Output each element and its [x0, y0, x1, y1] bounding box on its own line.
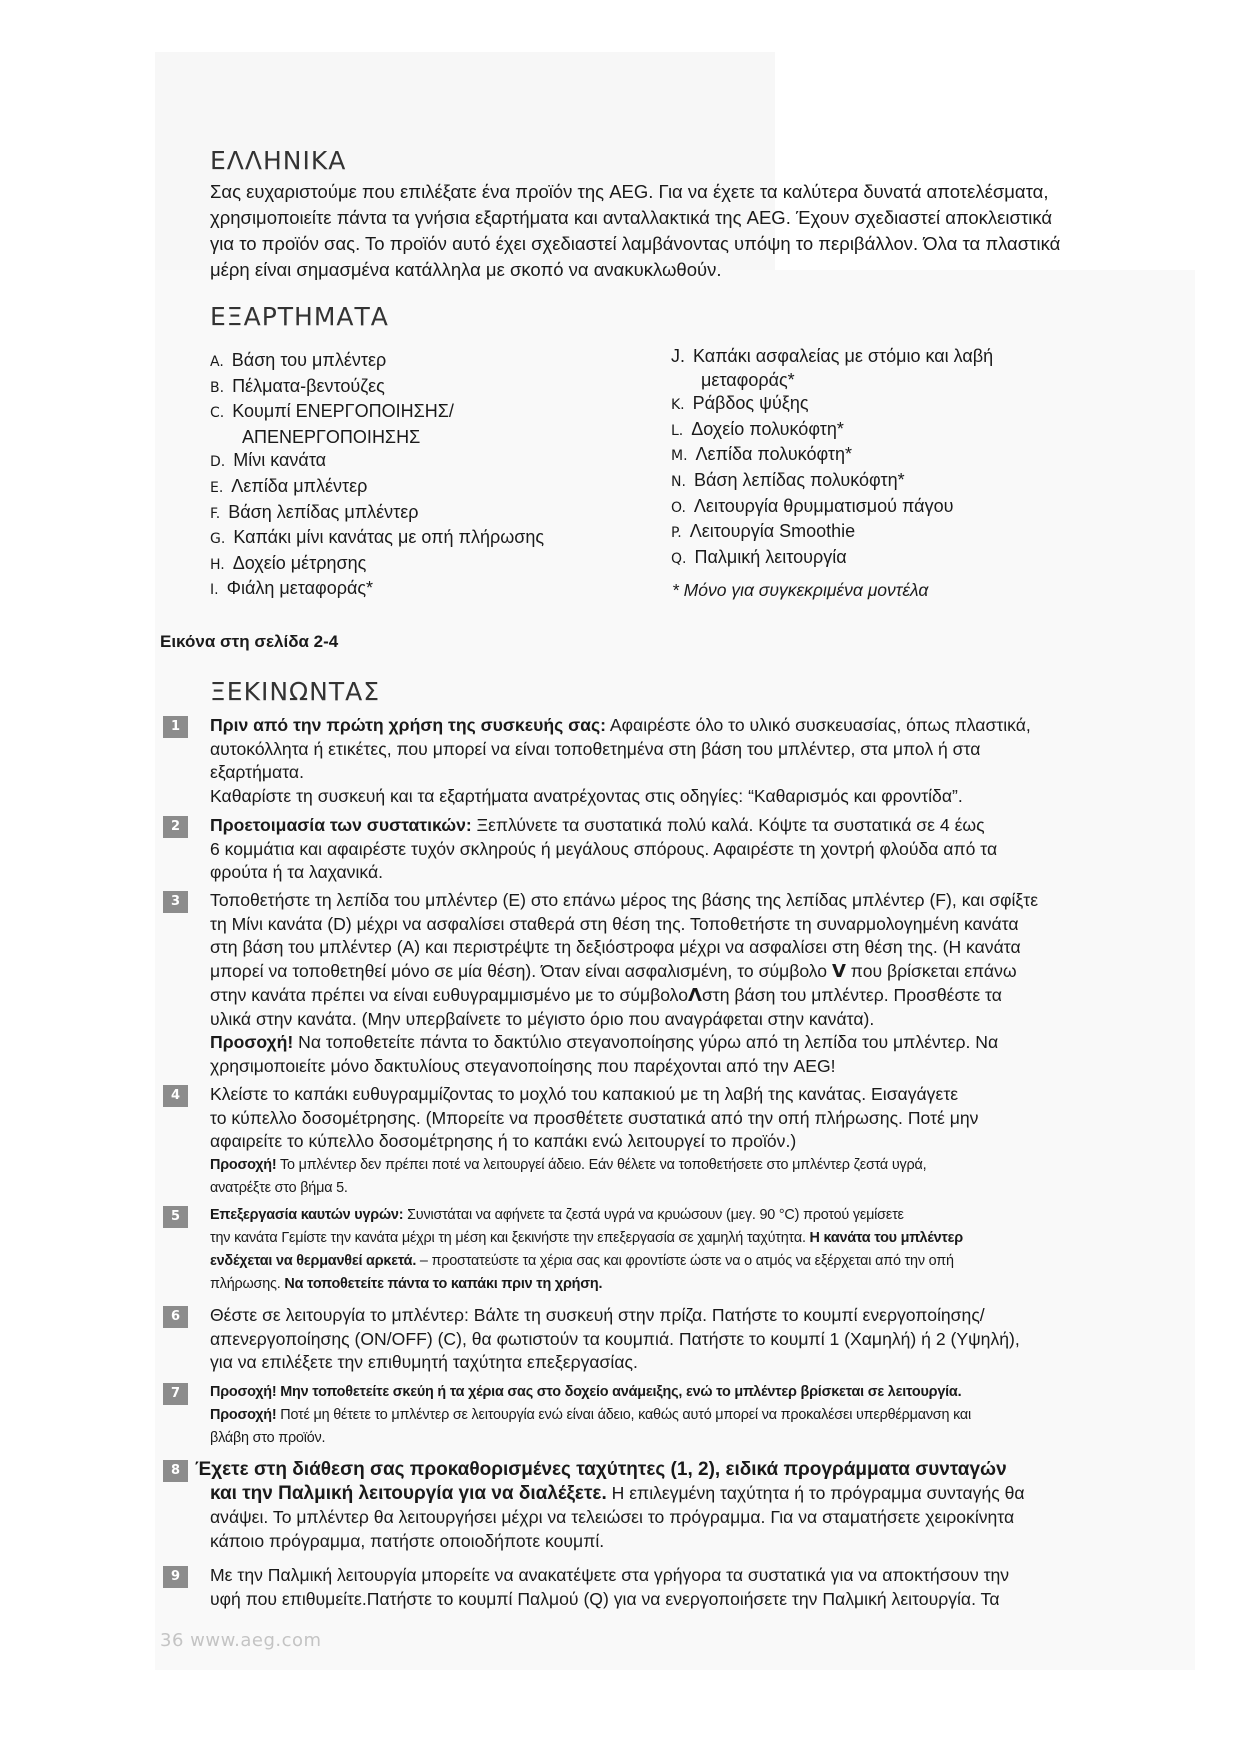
accessory-item: P. Λειτουργία Smoothie: [671, 521, 856, 542]
warning-label: Προσοχή!: [210, 1407, 277, 1423]
warning-label: Προσοχή!: [210, 1032, 294, 1053]
heading-accessories: ΕΞΑΡΤΗΜΑΤΑ: [210, 302, 389, 331]
accessory-item: N. Βάση λεπίδας πολυκόφτη*: [671, 469, 905, 490]
step-5: 5 Επεξεργασία καυτών υγρών: Συνιστάται να αφήνετε τα ζεστά υγρά να κρυώσουν (μεγ. 90 °C) προτού γεμίσετε την κανάτα Γεμίστε την κανάτα μέχρι τη μέση και ξεκινήστε την επεξεργασία σε χαμηλή ταχύτητα. Η κανάτα του μπλέντερ ενδέχεται να θερμανθεί αρκετά. – προστατεύστε τα χέρια σας και φροντίστε ώστε να ο ατμός να εξέρχεται από την οπή πλήρωσης. Να τοποθετείτε πάντα το καπάκι πριν τη χρήση.: [163, 1204, 1113, 1296]
step-1: 1 Πριν από την πρώτη χρήση της συσκευής σας: Αφαιρέστε όλο το υλικό συσκευασίας, όπως πλαστικά, αυτοκόλλητα ή ετικέτες, που μπορεί να είναι τοποθετημένα στη βάση του μπλέντερ, στα μπολ ή στα εξαρτήματα. Καθαρίστε τη συσκευή και τα εξαρτήματα ανατρέχοντας στις οδηγίες: “Καθαρισμός και φροντίδα”.: [163, 714, 1113, 809]
accessory-item: K. Ράβδος ψύξης: [671, 393, 809, 414]
accessory-item: C. Κουμπί ΕΝΕΡΓΟΠΟΙΗΣΗΣ/: [210, 401, 454, 422]
step-number-badge: 7: [163, 1383, 188, 1405]
accessory-item: B. Πέλματα-βεντούζες: [210, 375, 385, 396]
step-2: 2 Προετοιμασία των συστατικών: Ξεπλύνετε τα συστατικά πολύ καλά. Κόψτε τα συστατικά σε 4 έως 6 κομμάτια και αφαιρέστε τυχόν σκληρούς ή μεγάλους σπόρους. Αφαιρέστε τη χοντρή φλούδα από τα φρούτα ή τα λαχανικά.: [163, 814, 1113, 885]
accessories-list-right: [671, 345, 993, 571]
figure-reference: Εικόνα στη σελίδα 2-4: [160, 632, 339, 651]
accessory-item: D. Μίνι κανάτα: [210, 450, 327, 471]
intro-line: Σας ευχαριστούμε που επιλέξατε ένα προϊόν της AEG. Για να έχετε τα καλύτερα δυνατά αποτελέσματα,: [210, 181, 1049, 202]
accessory-item: Q. Παλμική λειτουργία: [671, 546, 847, 567]
intro-paragraph: [210, 179, 1130, 283]
step-number-badge: 5: [163, 1206, 188, 1228]
accessory-item-continued: ΑΠΕΝΕΡΓΟΠΟΙΗΣΗΣ: [242, 426, 421, 447]
step-number-badge: 3: [163, 891, 188, 913]
intro-line: για το προϊόν σας. Το προϊόν αυτό έχει σχεδιαστεί λαμβάνοντας υπόψη το περιβάλλον. Όλα τα πλαστικά: [210, 233, 1061, 254]
step-8: 8 Έχετε στη διάθεση σας προκαθορισμένες ταχύτητες (1, 2), ειδικά προγράμματα συνταγών και την Παλμική λειτουργία για να διαλέξετε. Η επιλεγμένη ταχύτητα ή το πρόγραμμα συνταγής θα ανάψει. Το μπλέντερ θα λειτουργήσει μέχρι να τελειώσει το πρόγραμμα. Για να σταματήσετε χειροκίνητα κάποιο πρόγραμμα, πατήστε οποιοδήποτε κουμπί.: [163, 1458, 1113, 1553]
step-9: 9 Με την Παλμική λειτουργία μπορείτε να ανακατέψετε στα γρήγορα τα συστατικά για να αποκτήσουν την υφή που επιθυμείτε.Πατήστε το κουμπί Παλμού (Q) για να ενεργοποιήσετε την Παλμική λειτουργία. Τα: [163, 1564, 1113, 1611]
step-7: 7 Προσοχή! Μην τοποθετείτε σκεύη ή τα χέρια σας στο δοχείο ανάμειξης, ενώ το μπλέντερ βρίσκεται σε λειτουργία. Προσοχή! Ποτέ μη θέτετε το μπλέντερ σε λειτουργία ενώ είναι άδειο, καθώς αυτό μπορεί να προκαλέσει υπερθέρμανση και βλάβη στο προϊόν.: [163, 1381, 1113, 1450]
intro-line: χρησιμοποιείτε πάντα τα γνήσια εξαρτήματα και ανταλλακτικά της AEG. Έχουν σχεδιαστεί αποκλειστικά: [210, 207, 1053, 228]
accessories-list-left: [210, 349, 544, 603]
step-number-badge: 6: [163, 1306, 188, 1328]
alignment-caret-symbol: Λ: [688, 984, 702, 1006]
step-bold-lead: Πριν από την πρώτη χρήση της συσκευής σας:: [210, 715, 606, 735]
warning-label: Προσοχή!: [210, 1157, 277, 1174]
model-note: * Μόνο για συγκεκριμένα μοντέλα: [672, 580, 929, 600]
heading-getting-started: ΞΕΚΙΝΩΝΤΑΣ: [210, 677, 381, 706]
accessory-item: L. Δοχείο πολυκόφτη*: [671, 418, 844, 439]
alignment-v-symbol: V: [831, 961, 846, 983]
accessory-item: H. Δοχείο μέτρησης: [210, 552, 367, 573]
step-number-badge: 4: [163, 1085, 188, 1107]
step-number-badge: 9: [163, 1566, 188, 1588]
accessory-item: E. Λεπίδα μπλέντερ: [210, 475, 368, 496]
heading-greek: ΕΛΛΗΝΙΚΑ: [210, 146, 347, 175]
accessory-item: M. Λεπίδα πολυκόφτη*: [671, 444, 853, 465]
accessory-item: A. Βάση του μπλέντερ: [210, 350, 387, 370]
accessory-item: G. Καπάκι μίνι κανάτας με οπή πλήρωσης: [210, 527, 545, 548]
step-bold-lead: Προετοιμασία των συστατικών:: [210, 815, 472, 835]
accessory-item: I. Φιάλη μεταφοράς*: [210, 578, 374, 599]
accessory-item: J. Καπάκι ασφαλείας με στόμιο και λαβή: [671, 346, 994, 366]
step-3: 3 Τοποθετήστε τη λεπίδα του μπλέντερ (E) στο επάνω μέρος της βάσης της λεπίδας μπλέντερ (F), και σφίξτε τη Μίνι κανάτα (D) μέχρι να ασφαλίσει σταθερά στη θέση της. Τοποθετήστε τη συναρμολογημένη κανάτα στη βάση του μπλέντερ (A) και περιστρέψτε τη δεξιόστροφα μέχρι να ασφαλίσει στη θέση της. (Η κανάτα μπορεί να τοποθετηθεί μόνο σε μία θέση). Όταν είναι ασφαλισμένη, το σύμβολο V που βρίσκεται επάνω στην κανάτα πρέπει να είναι ευθυγραμμισμένο με το σύμβολοΛστη βάση του μπλέντερ. Προσθέστε τα υλικά στην κανάτα. (Μην υπερβαίνετε το μέγιστο όριο που αναγράφεται στην κανάτα). Προσοχή! Να τοποθετείτε πάντα το δακτύλιο στεγανοποίησης γύρω από τη λεπίδα του μπλέντερ. Να χρησιμοποιείτε μόνο δακτυλίους στεγανοποίησης που παρέχονται από την AEG!: [163, 889, 1113, 1079]
step-number-badge: 2: [163, 816, 188, 838]
step-number-badge: 8: [163, 1460, 188, 1482]
step-6: 6 Θέστε σε λειτουργία το μπλέντερ: Βάλτε τη συσκευή στην πρίζα. Πατήστε το κουμπί ενεργοποίησης/ απενεργοποίησης (ON/OFF) (C), θα φωτιστούν τα κουμπιά. Πατήστε το κουμπί 1 (Χαμηλή) ή 2 (Υψηλή), για να επιλέξετε την επιθυμητή ταχύτητα επεξεργασίας.: [163, 1304, 1113, 1375]
accessory-item-continued: μεταφοράς*: [701, 369, 795, 390]
intro-line: μέρη είναι σημασμένα κατάλληλα με σκοπό να ανακυκλωθούν.: [210, 259, 722, 280]
step-number-badge: 1: [163, 716, 188, 738]
accessory-item: F. Βάση λεπίδας μπλέντερ: [210, 501, 419, 522]
page-footer: 36 www.aeg.com: [160, 1630, 322, 1651]
step-4: 4 Κλείστε το καπάκι ευθυγραμμίζοντας το μοχλό του καπακιού με τη λαβή της κανάτας. Εισαγάγετε το κύπελλο δοσομέτρησης. (Μπορείτε να προσθέτετε συστατικά από την οπή πλήρωσης. Ποτέ μην αφαιρείτε το κύπελλο δοσομέτρησης ή το καπάκι ενώ λειτουργεί το προϊόν.) Προσοχή! Το μπλέντερ δεν πρέπει ποτέ να λειτουργεί άδειο. Εάν θέλετε να τοποθετήσετε στο μπλέντερ ζεστά υγρά, ανατρέξτε στο βήμα 5.: [163, 1083, 1113, 1200]
accessory-item: O. Λειτουργία θρυμματισμού πάγου: [671, 495, 954, 516]
